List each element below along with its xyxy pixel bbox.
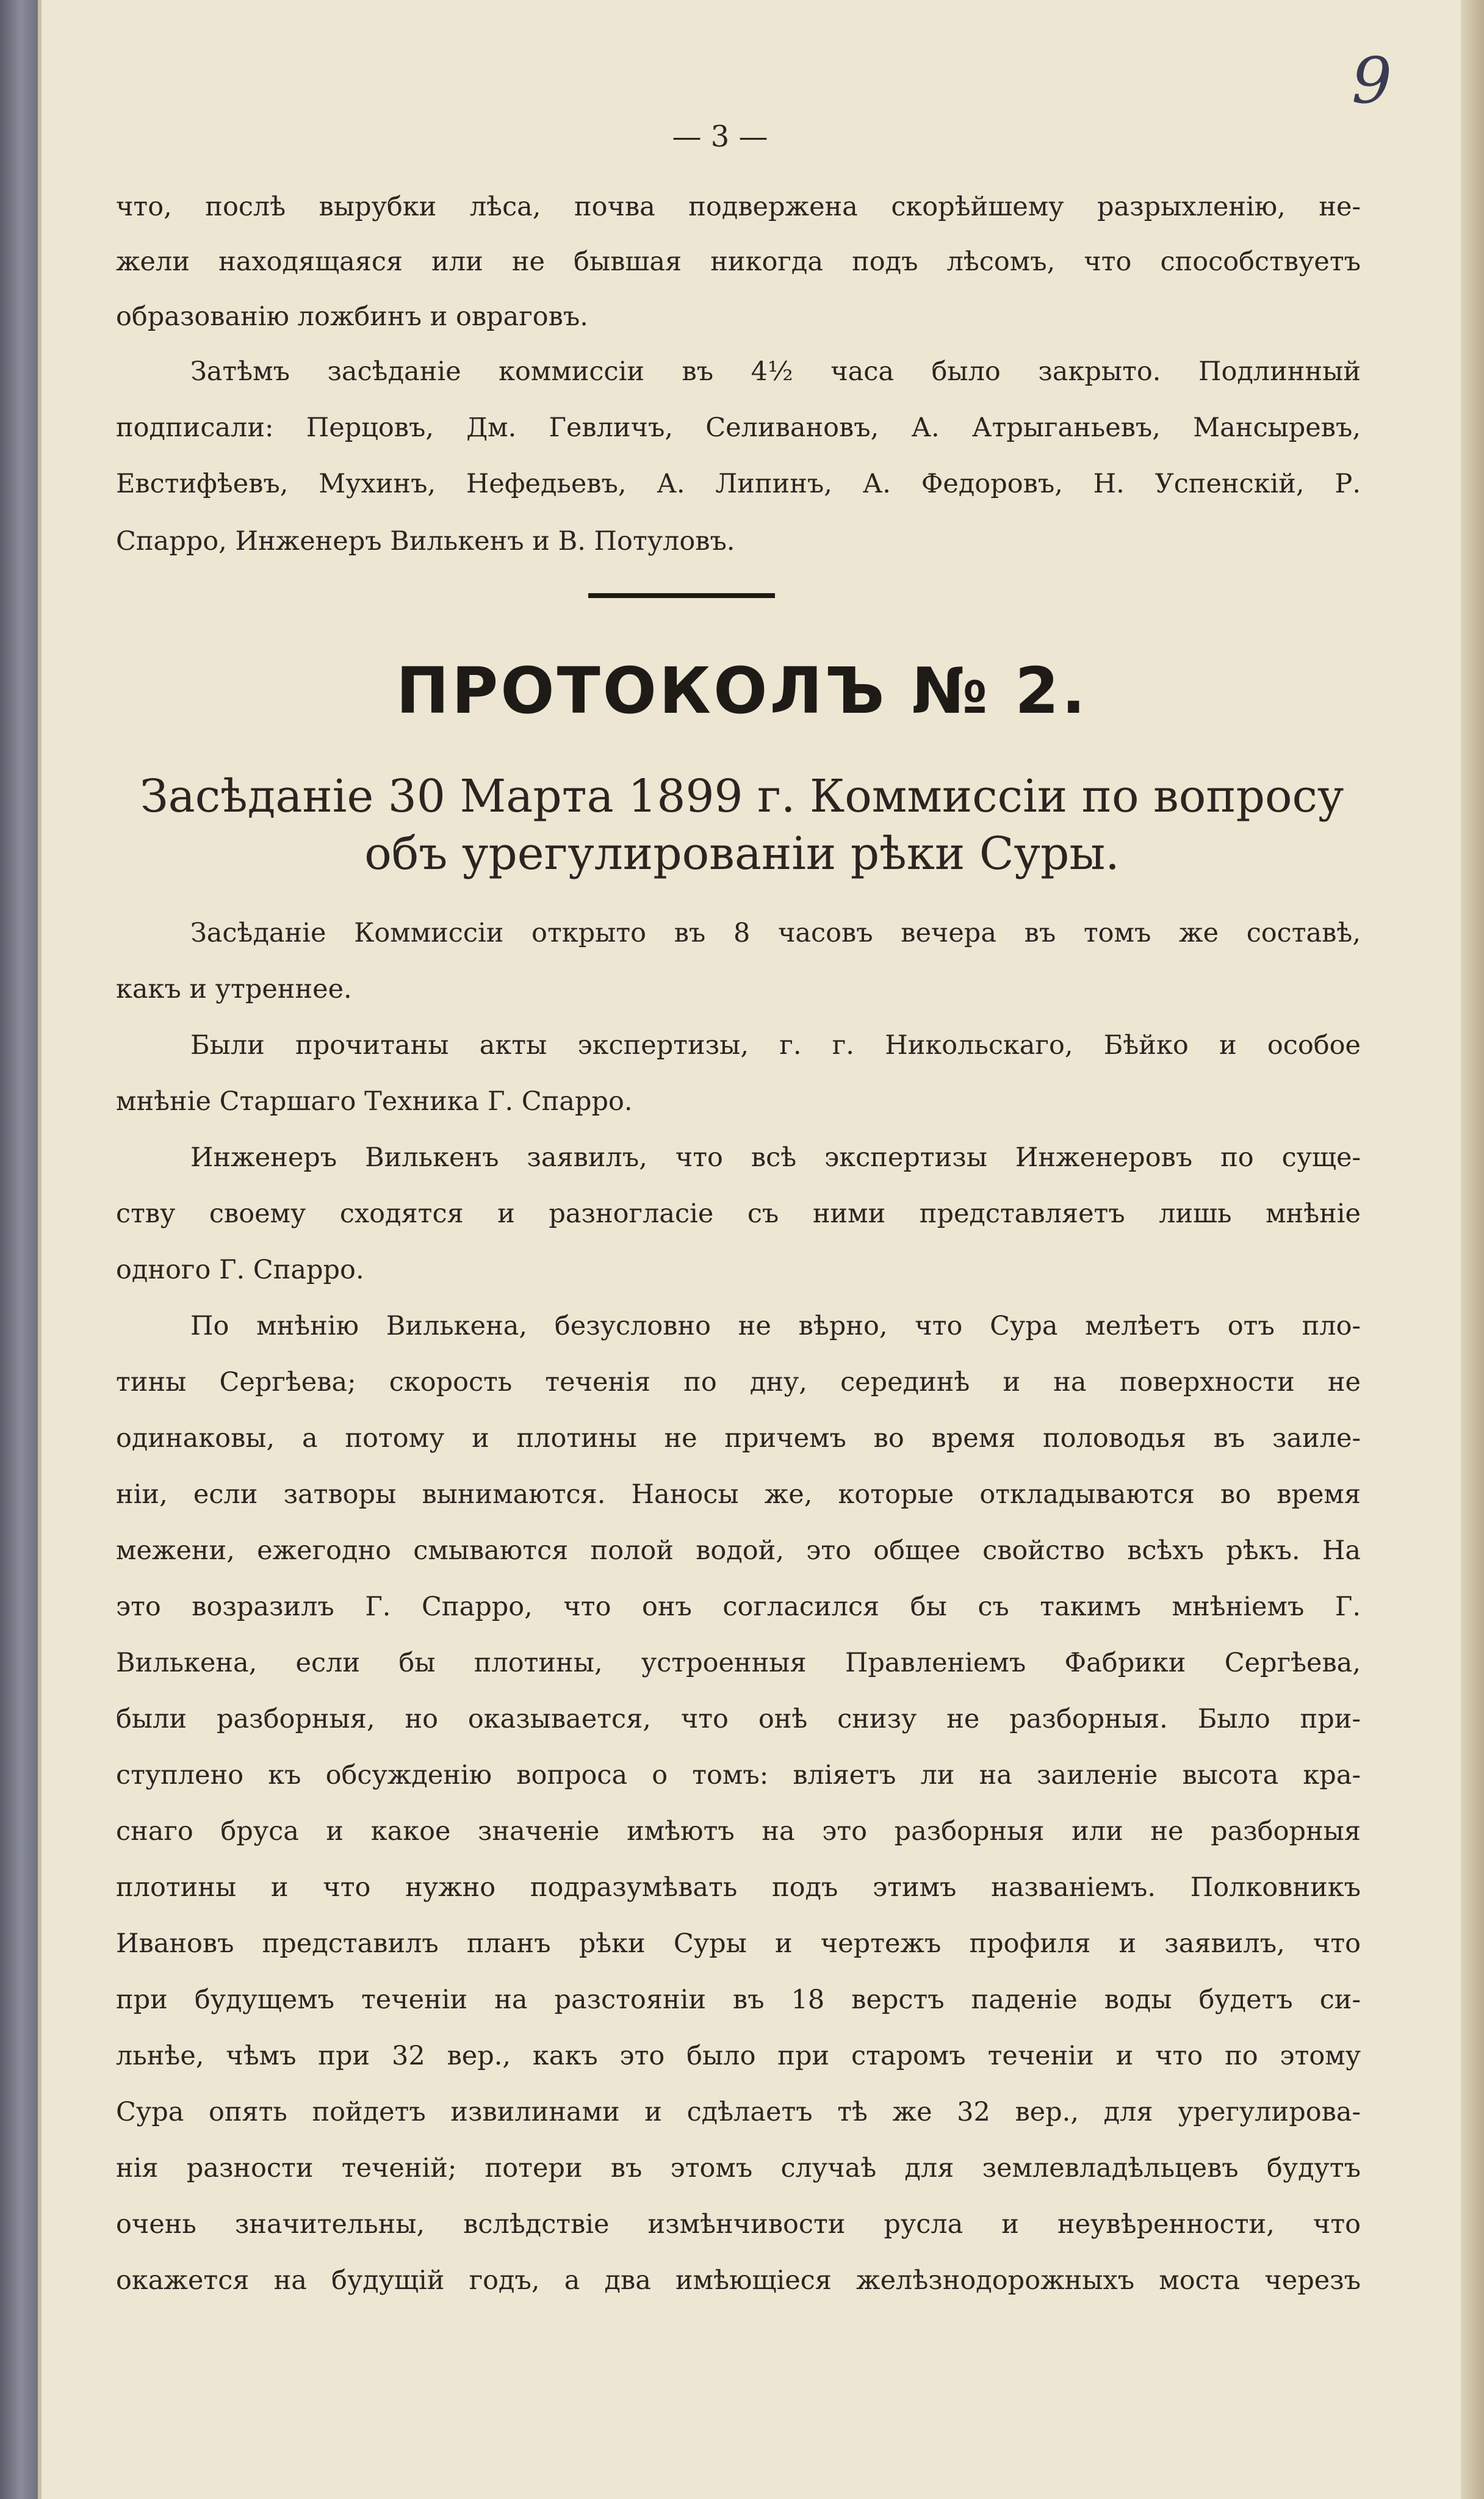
text-line: Ивановъ представилъ планъ рѣки Суры и чертежъ профиля и заявилъ, что <box>116 1928 1361 1959</box>
text-line: мнѣніе Старшаго Техника Г. Спарро. <box>116 1086 633 1117</box>
page-edge <box>1461 0 1484 2499</box>
page-number: — 3 — <box>672 120 768 154</box>
text-line: тины Сергѣева; скорость теченія по дну, серединѣ и на поверхности не <box>116 1367 1361 1397</box>
text-line: одного Г. Спарро. <box>116 1255 364 1285</box>
text-line: Затѣмъ засѣданіе коммиссіи въ 4½ часа было закрыто. Подлинный <box>190 356 1361 387</box>
text-line: это возразилъ Г. Спарро, что онъ согласился бы съ такимъ мнѣніемъ Г. <box>116 1592 1361 1622</box>
text-line: очень значительны, вслѣдствіе измѣнчивости русла и неувѣренности, что <box>116 2209 1361 2240</box>
text-line: Были прочитаны акты экспертизы, г. г. Никольскаго, Бѣйко и особое <box>190 1030 1361 1061</box>
text-line: при будущемъ теченіи на разстояніи въ 18 верстъ паденіе воды будетъ си- <box>116 1985 1361 2015</box>
text-line: что, послѣ вырубки лѣса, почва подвержена скорѣйшему разрыхленію, не- <box>116 192 1361 222</box>
binding-edge <box>38 0 41 2499</box>
protocol-title: ПРОТОКОЛЪ № 2. <box>396 654 1088 728</box>
section-divider <box>588 593 775 598</box>
text-line: плотины и что нужно подразумѣвать подъ этимъ названіемъ. Полковникъ <box>116 1872 1361 1903</box>
text-line: Засѣданіе Коммиссіи открыто въ 8 часовъ вечера въ томъ же составѣ, <box>190 918 1361 948</box>
text-line: нія разности теченій; потери въ этомъ случаѣ для землевладѣльцевъ будутъ <box>116 2153 1361 2183</box>
text-line: какъ и утреннее. <box>116 974 352 1004</box>
text-line: льнѣе, чѣмъ при 32 вер., какъ это было при старомъ теченіи и что по этому <box>116 2041 1361 2071</box>
text-line: жели находящаяся или не бывшая никогда подъ лѣсомъ, что способствуетъ <box>116 247 1361 277</box>
text-line: Спарро, Инженеръ Вилькенъ и В. Потуловъ. <box>116 526 735 557</box>
text-line: были разборныя, но оказывается, что онѣ снизу не разборныя. Было при- <box>116 1704 1361 1734</box>
text-line: ступлено къ обсужденію вопроса о томъ: вліяетъ ли на заиленіе высота кра- <box>116 1760 1361 1790</box>
folio-number: 9 <box>1352 43 1392 118</box>
text-line: окажется на будущій годъ, а два имѣющіеся желѣзнодорожныхъ моста черезъ <box>116 2265 1361 2296</box>
text-line: ніи, если затворы вынимаются. Наносы же, которые откладываются во время <box>116 1479 1361 1510</box>
binding-strip <box>0 0 38 2499</box>
subtitle-line: объ урегулированіи рѣки Суры. <box>364 828 1120 880</box>
subtitle-line: Засѣданіе 30 Марта 1899 г. Коммиссіи по вопросу <box>140 770 1344 823</box>
text-line: ству своему сходятся и разногласіе съ ними представляетъ лишь мнѣніе <box>116 1199 1361 1229</box>
text-line: образованію ложбинъ и овраговъ. <box>116 301 588 332</box>
text-line: По мнѣнію Вилькена, безусловно не вѣрно, что Сура мелѣетъ отъ пло- <box>190 1311 1361 1341</box>
text-line: Инженеръ Вилькенъ заявилъ, что всѣ экспертизы Инженеровъ по суще- <box>190 1142 1361 1173</box>
text-line: Сура опять пойдетъ извилинами и сдѣлаетъ тѣ же 32 вер., для урегулирова- <box>116 2097 1361 2127</box>
text-line: межени, ежегодно смываются полой водой, это общее свойство всѣхъ рѣкъ. На <box>116 1535 1361 1566</box>
text-line: снаго бруса и какое значеніе имѣютъ на это разборныя или не разборныя <box>116 1816 1361 1847</box>
text-line: Евстифѣевъ, Мухинъ, Нефедьевъ, А. Липинъ, А. Федоровъ, Н. Успенскій, Р. <box>116 469 1361 499</box>
text-line: Вилькена, если бы плотины, устроенныя Правленіемъ Фабрики Сергѣева, <box>116 1648 1361 1678</box>
text-line: подписали: Перцовъ, Дм. Гевличъ, Селивановъ, А. Атрыганьевъ, Мансыревъ, <box>116 413 1361 443</box>
text-line: одинаковы, а потому и плотины не причемъ во время половодья въ заиле- <box>116 1423 1361 1454</box>
